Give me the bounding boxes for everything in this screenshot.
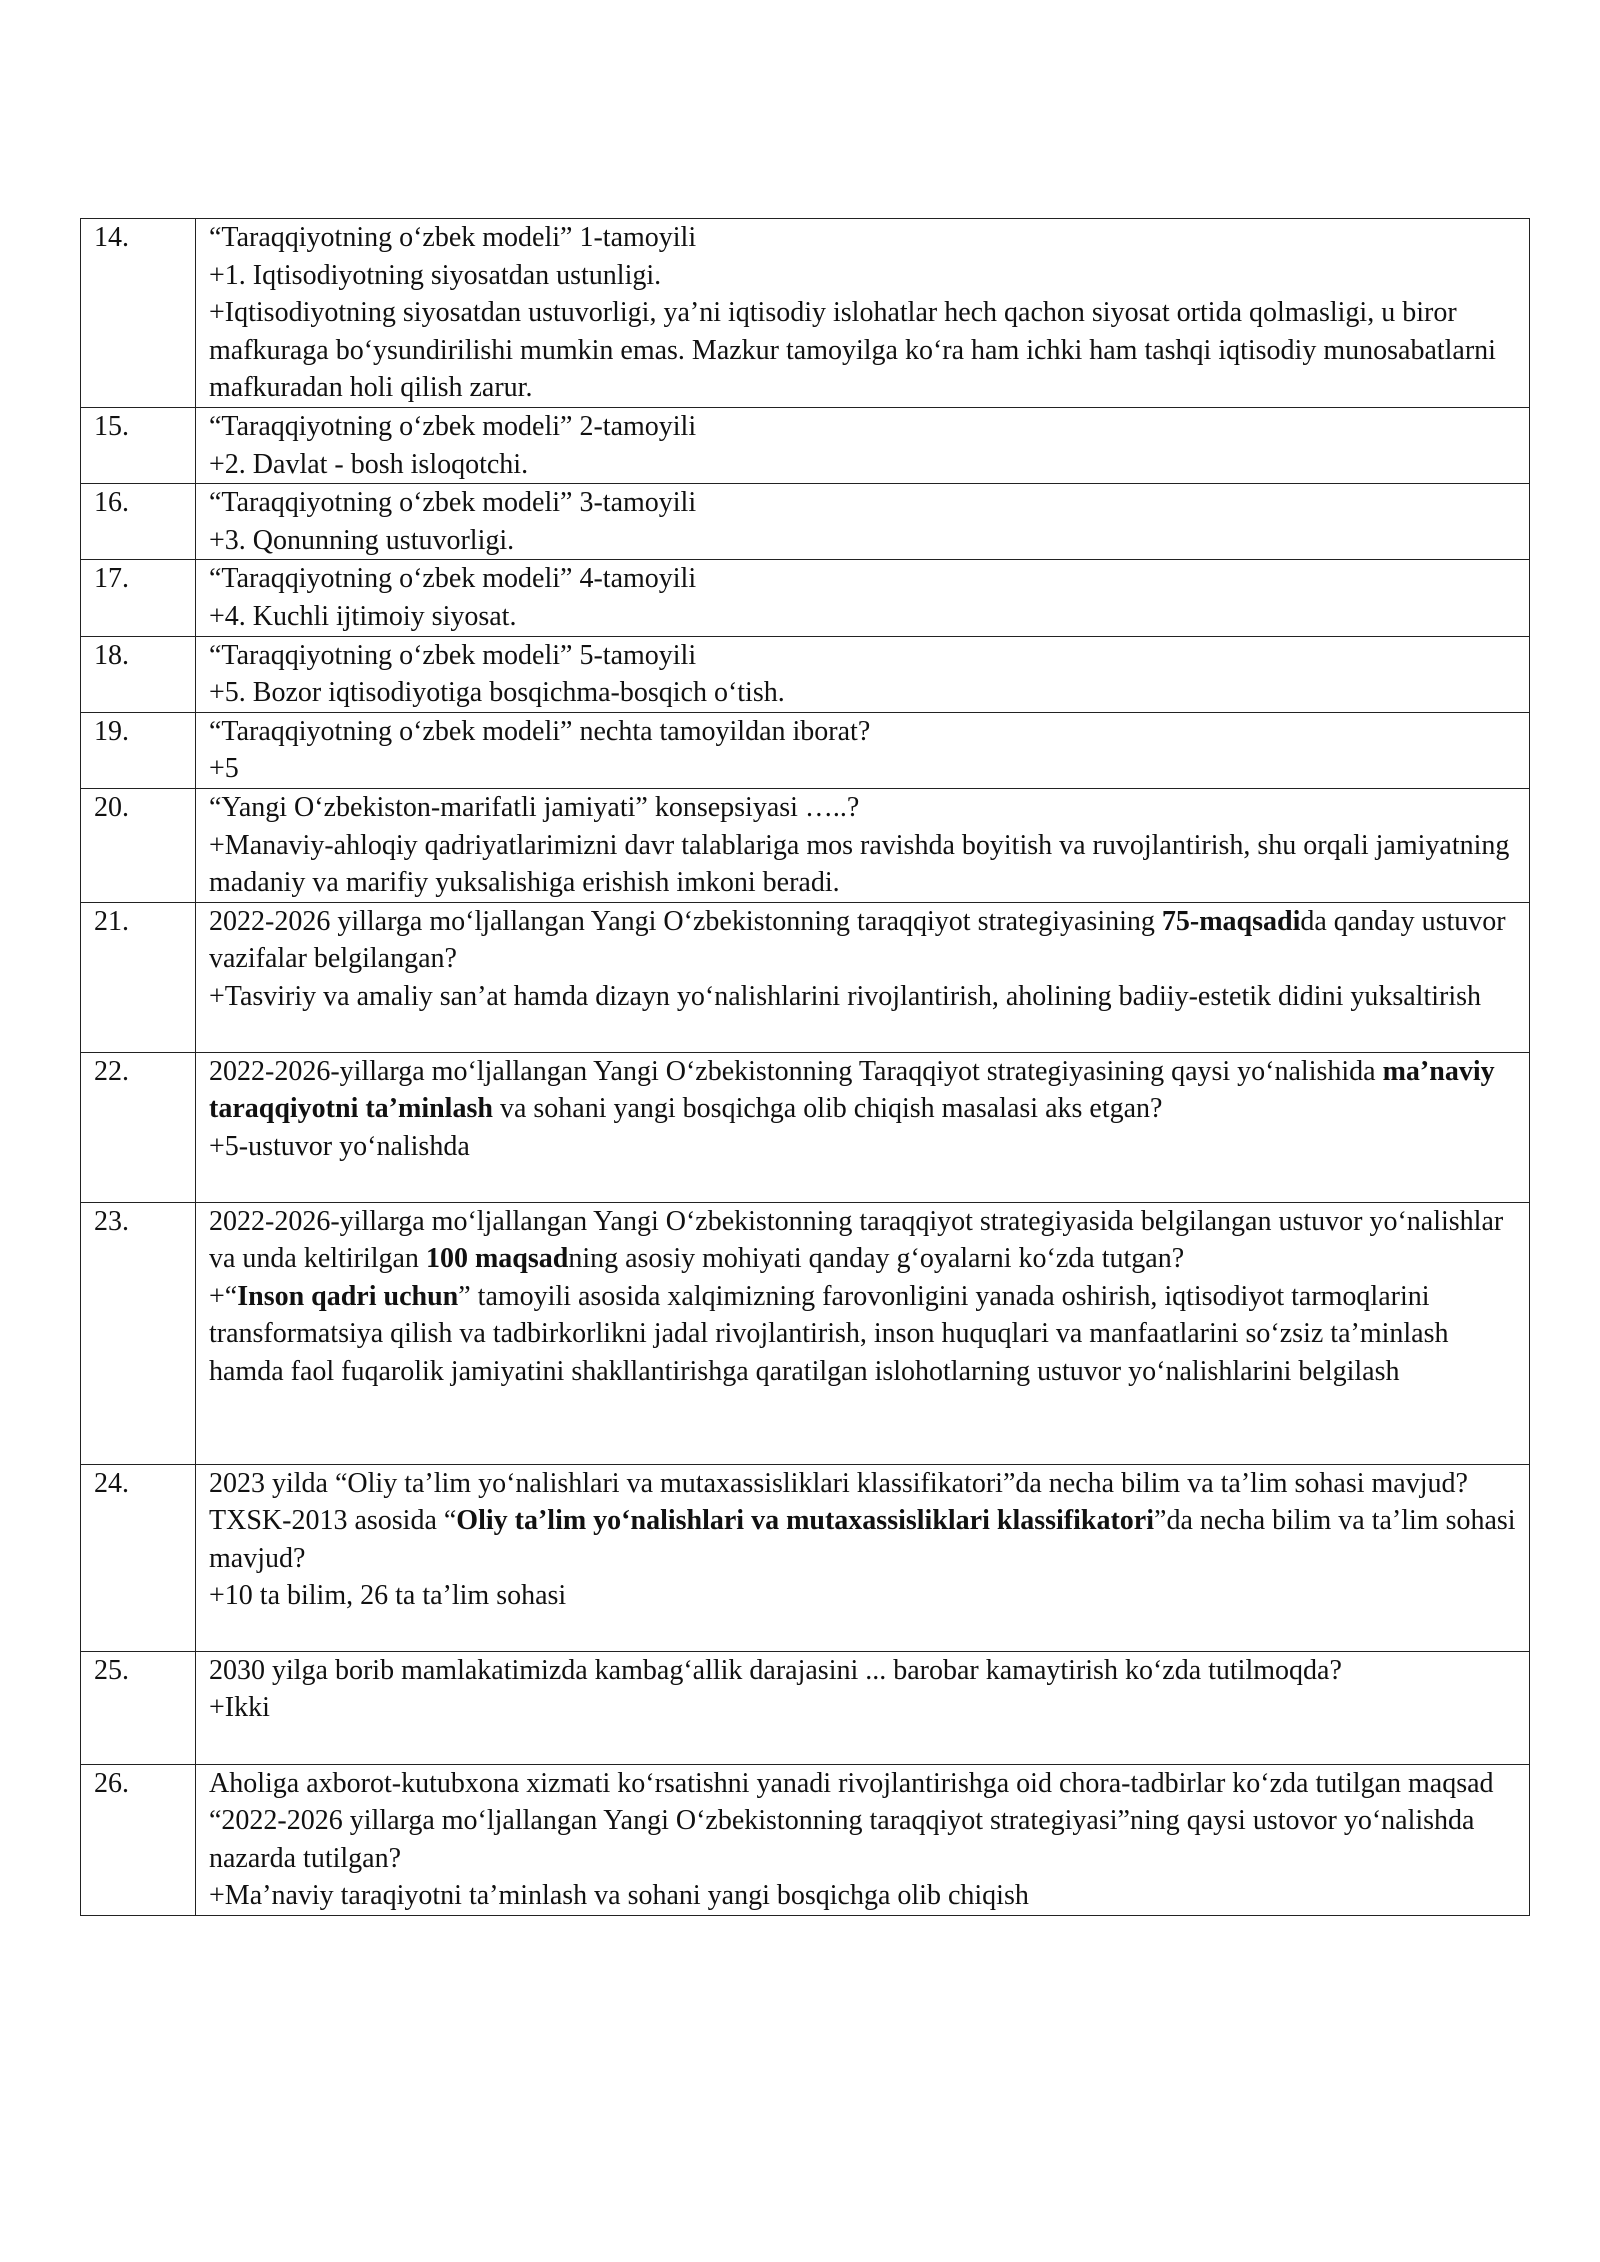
row-content bbox=[196, 788, 1530, 902]
question-text: “Yangi O‘zbekiston-marifatli jamiyati” konsepsiyasi …..? bbox=[209, 791, 860, 823]
row-content bbox=[196, 902, 1530, 1052]
row-content bbox=[196, 1202, 1530, 1464]
row-content bbox=[196, 1052, 1530, 1202]
row-content bbox=[196, 1764, 1530, 1915]
table-row bbox=[81, 1052, 1530, 1202]
answer-text: +4. Kuchli ijtimoiy siyosat. bbox=[209, 600, 517, 632]
question-text-start: 2022-2026 yillarga mo‘ljallangan Yangi O‘zbekistonning taraqqiyot strategiyasining bbox=[209, 905, 1162, 937]
row-number: 17. bbox=[81, 560, 196, 636]
row-content bbox=[196, 1464, 1530, 1651]
table-row bbox=[81, 560, 1530, 636]
answer-prefix: +“ bbox=[209, 1280, 238, 1312]
row-number: 26. bbox=[81, 1764, 196, 1915]
question-text: “Taraqqiyotning o‘zbek modeli” nechta tamoyildan iborat? bbox=[209, 715, 871, 747]
row-content bbox=[196, 636, 1530, 712]
row-content bbox=[196, 407, 1530, 483]
row-content bbox=[196, 1651, 1530, 1764]
answer-text: +5. Bozor iqtisodiyotiga bosqichma-bosqich o‘tish. bbox=[209, 677, 785, 709]
question-text: “Taraqqiyotning o‘zbek modeli” 3-tamoyili bbox=[209, 487, 697, 519]
table-row bbox=[81, 1464, 1530, 1651]
questions-table bbox=[80, 218, 1530, 1916]
answer-text: +5 bbox=[209, 753, 239, 785]
row-number: 18. bbox=[81, 636, 196, 712]
question-alt-end: ”da necha bilim va ta’lim sohasi mavjud? bbox=[209, 1505, 1516, 1574]
question-text: 2030 yilga borib mamlakatimizda kambag‘allik darajasini ... barobar kamaytirish ko‘zda tutilmoqda? bbox=[209, 1654, 1342, 1686]
question-emphasis: ma’naviy taraqqiyotni ta’minlash bbox=[209, 1055, 1495, 1125]
question-text bbox=[209, 1053, 1521, 1128]
table-row bbox=[81, 1764, 1530, 1915]
table-row bbox=[81, 1202, 1530, 1464]
answer-text: +Ikki bbox=[209, 1692, 270, 1724]
answer-text bbox=[209, 1278, 1521, 1391]
row-number: 14. bbox=[81, 219, 196, 408]
question-emphasis: 75-maqsadi bbox=[1161, 905, 1301, 937]
question-text-end: ning asosiy mohiyati qanday g‘oyalarni ko‘zda tutgan? bbox=[568, 1243, 1185, 1275]
question-text-end: da qanday ustuvor vazifalar belgilangan? bbox=[209, 905, 1506, 975]
row-content bbox=[196, 484, 1530, 560]
row-number: 20. bbox=[81, 788, 196, 902]
question-text: “Taraqqiyotning o‘zbek modeli” 2-tamoyili bbox=[209, 410, 697, 442]
question-text: “Taraqqiyotning o‘zbek modeli” 5-tamoyili bbox=[209, 639, 697, 671]
row-content bbox=[196, 560, 1530, 636]
question-alt-emphasis: Oliy ta’lim yo‘nalishlari va mutaxassisliklari klassifikatori bbox=[456, 1505, 1155, 1537]
question-text-start: 2022-2026-yillarga mo‘ljallangan Yangi O‘zbekistonning taraqqiyot strategiyasida belgilangan ustuvor yo‘nalishlar va unda keltirilgan bbox=[209, 1205, 1504, 1275]
answer-explanation: +Iqtisodiyotning siyosatdan ustuvorligi, ya’ni iqtisodiy islohatlar hech qachon siyosat ortida qolmasligi, u biror mafkuraga bo‘ysundirilishi mumkin emas. Mazkur tamoyilga ko‘ra ham ichki ham tashqi iqtisodiy munosabatlarni mafkuradan holi qilish zarur. bbox=[209, 297, 1496, 404]
row-number: 22. bbox=[81, 1052, 196, 1202]
question-emphasis: 100 maqsad bbox=[425, 1243, 569, 1275]
table-row bbox=[81, 219, 1530, 408]
table-row bbox=[81, 902, 1530, 1052]
row-number: 23. bbox=[81, 1202, 196, 1464]
row-number: 21. bbox=[81, 902, 196, 1052]
answer-text: +2. Davlat - bosh isloqotchi. bbox=[209, 448, 529, 480]
answer-text: +Ma’naviy taraqiyotni ta’minlash va sohani yangi bosqichga olib chiqish bbox=[209, 1880, 1029, 1912]
table-row bbox=[81, 407, 1530, 483]
question-text bbox=[209, 903, 1521, 978]
question-text: “Taraqqiyotning o‘zbek modeli” 1-tamoyili bbox=[209, 222, 697, 253]
answer-text: +1. Iqtisodiyotning siyosatdan ustunligi. bbox=[209, 259, 662, 291]
row-number: 15. bbox=[81, 407, 196, 483]
question-text: “Taraqqiyotning o‘zbek modeli” 4-tamoyili bbox=[209, 563, 697, 595]
table-row bbox=[81, 636, 1530, 712]
question-alt-start: TXSK-2013 asosida “ bbox=[209, 1505, 457, 1537]
row-number: 24. bbox=[81, 1464, 196, 1651]
table-row bbox=[81, 1651, 1530, 1764]
row-number: 16. bbox=[81, 484, 196, 560]
table-row bbox=[81, 788, 1530, 902]
answer-text: +Manaviy-ahloqiy qadriyatlarimizni davr talablariga mos ravishda boyitish va ruvojlantirish, shu orqali jamiyatning madaniy va marifiy yuksalishiga erishish imkoni beradi. bbox=[209, 829, 1510, 899]
table-row bbox=[81, 712, 1530, 788]
question-text-alt bbox=[209, 1502, 1521, 1577]
row-number: 25. bbox=[81, 1651, 196, 1764]
question-text-start: 2022-2026-yillarga mo‘ljallangan Yangi O‘zbekistonning Taraqqiyot strategiyasining qaysi yo‘nalishida bbox=[209, 1055, 1383, 1087]
table-row bbox=[81, 484, 1530, 560]
answer-text: +3. Qonunning ustuvorligi. bbox=[209, 524, 515, 556]
row-content bbox=[196, 712, 1530, 788]
answer-text: +5-ustuvor yo‘nalishda bbox=[209, 1130, 470, 1162]
question-text bbox=[209, 1203, 1521, 1278]
row-content bbox=[196, 219, 1530, 408]
answer-text: +10 ta bilim, 26 ta ta’lim sohasi bbox=[209, 1580, 567, 1612]
question-text-end: va sohani yangi bosqichga olib chiqish masalasi aks etgan? bbox=[492, 1093, 1163, 1125]
row-number: 19. bbox=[81, 712, 196, 788]
question-text: 2023 yilda “Oliy ta’lim yo‘nalishlari va mutaxassisliklari klassifikatori”da necha bilim va ta’lim sohasi mavjud? bbox=[209, 1467, 1468, 1499]
answer-text: +Tasviriy va amaliy san’at hamda dizayn yo‘nalishlarini rivojlantirish, aholining badiiy-estetik didini yuksaltirish bbox=[209, 980, 1482, 1012]
question-text: Aholiga axborot-kutubxona xizmati ko‘rsatishni yanadi rivojlantirishga oid chora-tadbirlar ko‘zda tutilgan maqsad “2022-2026 yillarga mo‘ljallangan Yangi O‘zbekistonning taraqqiyot strategiyasi”ning qaysi ustovor yo‘nalishda nazarda tutilgan? bbox=[209, 1767, 1494, 1874]
answer-text-end: ” tamoyili asosida xalqimizning farovonligini yanada oshirish, iqtisodiyot tarmoqlarini transformatsiya qilish va tadbirkorlikni jadal rivojlantirish, inson huquqlari va manfaatlarini so‘zsiz ta’minlash hamda faol fuqarolik jamiyatini shakllantirishga qaratilgan islohotlarning ustuvor yo‘nalishlarini belgilash bbox=[209, 1280, 1449, 1388]
answer-emphasis: Inson qadri uchun bbox=[237, 1280, 459, 1312]
